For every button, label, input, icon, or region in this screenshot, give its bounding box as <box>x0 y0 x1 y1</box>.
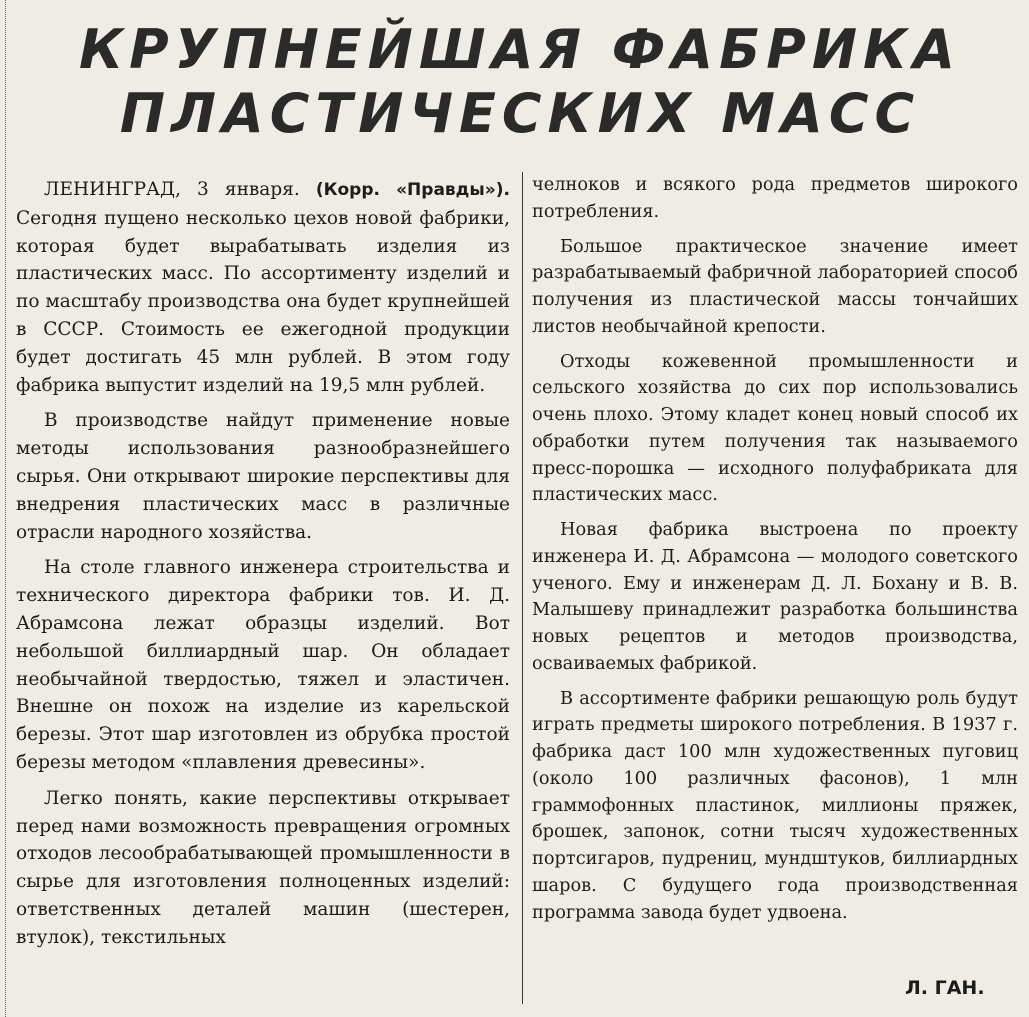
article-column-right <box>532 172 1018 934</box>
article-paragraph-7: Новая фабрика выстроена по проекту инженера И. Д. Абрамсона — молодого советского ученого. Ему и инженерам Д. Л. Бохану и В. В. Малышеву принадлежит разработка большинства новых рецептов и методов производства, осваиваемых фабрикой. <box>532 520 1018 674</box>
article-paragraph-6: Отходы кожевенной промышленности и сельского хозяйства до сих пор использовались очень плохо. Этому кладет конец новый способ их обработки путем получения так называемого пресс-порошка — исходного полуфабриката для пластических масс. <box>532 351 1018 506</box>
headline-line-1: КРУПНЕЙШАЯ ФАБРИКА <box>79 18 961 81</box>
dateline: ЛЕНИНГРАД, 3 января. <box>44 179 300 200</box>
article-paragraph-8: В ассортименте фабрики решающую роль будут играть предметы широкого потребления. В 1937 г. фабрика даст 100 млн художественных пуговиц (около 100 различных фасонов), 1 млн граммофонных пластинок, миллионы пряжек, брошек, запонок, сотни тысяч художественных портсигаров, пудрениц, мундштуков, биллиардных шаров. С будущего года производственная программа завода будет удвоена. <box>532 688 1018 923</box>
source-credit: (Корр. «Правды»). <box>315 180 510 200</box>
article-column-left <box>16 176 510 960</box>
left-border-rule <box>5 0 7 1017</box>
headline-line-2: ПЛАСТИЧЕСКИХ МАСС <box>119 82 921 145</box>
article-paragraph-5: Большое практическое значение имеет разрабатываемый фабричной лабораторией способ получения из пластической массы тончайших листов необычайной крепости. <box>532 236 1018 337</box>
author-signature: Л. ГАН. <box>905 977 985 999</box>
paragraph-1-text: Сегодня пущено несколько цехов новой фабрики, которая будет вырабатывать изделия из пластических масс. По ассортименту изделий и по масштабу производства она будет крупнейшей в СССР. Стоимость ее ежегодной продукции будет достигать 45 млн рублей. В этом году фабрика выпустит изделий на 19,5 млн рублей. <box>16 207 510 396</box>
article-paragraph-4: Легко понять, какие перспективы открывает перед нами возможность превращения огромных отходов лесообрабатывающей промышленности в сырье для изготовления полноценных изделий: ответственных деталей машин (шестерен, втулок), текстильных <box>16 787 510 948</box>
headline <box>40 18 1000 146</box>
article-paragraph-2: В производстве найдут применение новые методы использования разнообразнейшего сырья. Они открывают широкие перспективы для внедрения пластических масс в различные отрасли народного хозяйства. <box>16 410 510 543</box>
article-paragraph-3: На столе главного инженера строительства и технического директора фабрики тов. И. Д. Абрамсона лежат образцы изделий. Вот небольшой биллиардный шар. Он обладает необычайной твердостью, тяжел и эластичен. Внешне он похож на изделие из карельской березы. Этот шар изготовлен из обрубка простой березы методом «плавления древесины». <box>16 557 510 773</box>
column-divider <box>522 172 523 1004</box>
article-paragraph-1 <box>16 176 510 399</box>
article-paragraph-4-continued: челноков и всякого рода предметов широкого потребления. <box>532 175 1018 222</box>
